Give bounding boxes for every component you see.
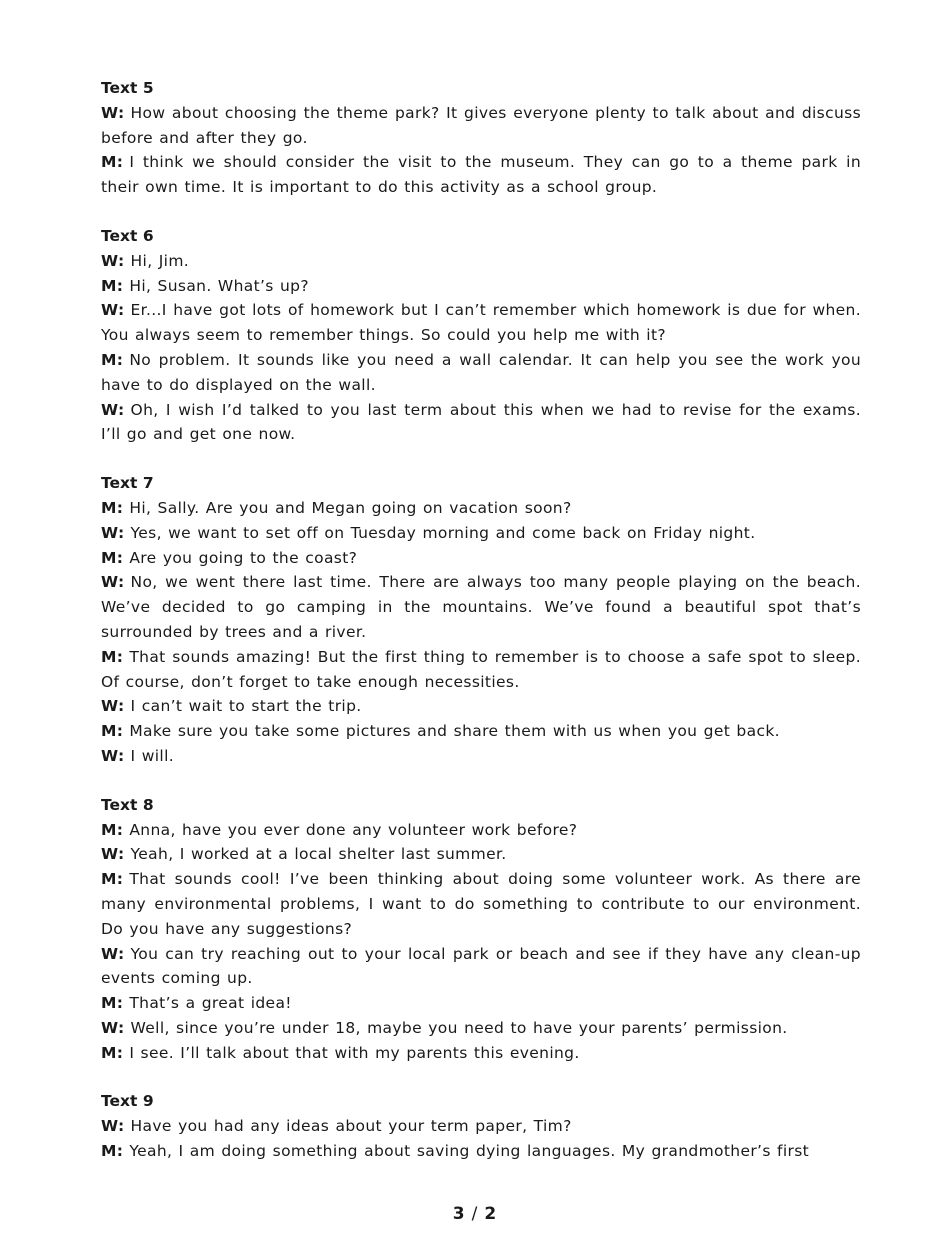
section-text-7	[101, 471, 861, 769]
dialogue-text: Er...I have got lots of homework but I can’t remember which homework is due for when. You always seem to remember things. So could you help me with it?	[101, 301, 861, 345]
dialogue-line	[101, 101, 861, 151]
speaker-label: W:	[101, 697, 125, 716]
dialogue-text: Hi, Susan. What’s up?	[129, 276, 309, 295]
dialogue-line	[101, 1114, 861, 1139]
speaker-label: W:	[101, 573, 125, 592]
speaker-label: M:	[101, 994, 124, 1013]
dialogue-text: Yes, we want to set off on Tuesday morning and come back on Friday night.	[130, 523, 756, 542]
dialogue-line	[101, 150, 861, 200]
document-page	[101, 76, 861, 1188]
speaker-label: W:	[101, 746, 125, 765]
dialogue-text: Oh, I wish I’d talked to you last term about this when we had to revise for the exams. I’ll go and get one now.	[101, 400, 861, 444]
dialogue-text: You can try reaching out to your local park or beach and see if they have any clean-up events coming up.	[101, 944, 861, 988]
speaker-label: W:	[101, 1117, 125, 1136]
page-total: 2	[484, 1204, 498, 1224]
speaker-label: M:	[101, 498, 124, 517]
dialogue-text: Are you going to the coast?	[129, 548, 358, 567]
dialogue-line	[101, 249, 861, 274]
dialogue-text: I see. I’ll talk about that with my parents this evening.	[129, 1043, 580, 1062]
speaker-label: W:	[101, 301, 125, 320]
speaker-label: W:	[101, 944, 125, 963]
dialogue-line	[101, 1016, 861, 1041]
dialogue-line	[101, 348, 861, 398]
dialogue-line	[101, 274, 861, 299]
dialogue-line	[101, 1139, 861, 1164]
dialogue-line	[101, 744, 861, 769]
section-text-6	[101, 224, 861, 447]
dialogue-line	[101, 991, 861, 1016]
section-text-8	[101, 793, 861, 1066]
dialogue-text: Make sure you take some pictures and share them with us when you get back.	[129, 722, 780, 741]
section-title: Text 5	[101, 79, 154, 97]
section-title: Text 9	[101, 1092, 154, 1111]
speaker-label: M:	[101, 548, 124, 567]
speaker-label: W:	[101, 845, 125, 864]
speaker-label: M:	[101, 820, 124, 839]
dialogue-text: I will.	[130, 746, 175, 765]
section-title: Text 6	[101, 226, 154, 245]
page-number	[0, 1204, 950, 1224]
section-text-5	[101, 76, 861, 200]
speaker-label: W:	[101, 251, 125, 270]
speaker-label: W:	[101, 523, 125, 542]
dialogue-text: No, we went there last time. There are always too many people playing on the beach. We’ve decided to go camping in the mountains. We’ve found a beautiful spot that’s surrounded by trees and a river.	[101, 573, 861, 641]
section-title: Text 7	[101, 474, 154, 493]
dialogue-line	[101, 694, 861, 719]
speaker-label: W:	[101, 103, 125, 122]
dialogue-line	[101, 645, 861, 695]
dialogue-line	[101, 1041, 861, 1066]
dialogue-line	[101, 496, 861, 521]
dialogue-text: I can’t wait to start the trip.	[130, 697, 362, 716]
section-text-9	[101, 1089, 861, 1163]
dialogue-text: Well, since you’re under 18, maybe you need to have your parents’ permission.	[130, 1018, 788, 1037]
dialogue-text: I think we should consider the visit to the museum. They can go to a theme park in their own time. It is important to do this activity as a school group.	[101, 153, 861, 197]
dialogue-text: Have you had any ideas about your term paper, Tim?	[130, 1117, 572, 1136]
dialogue-text: Hi, Jim.	[130, 251, 190, 270]
speaker-label: M:	[101, 276, 124, 295]
speaker-label: M:	[101, 1142, 124, 1161]
dialogue-text: Hi, Sally. Are you and Megan going on vacation soon?	[129, 498, 572, 517]
dialogue-line	[101, 546, 861, 571]
dialogue-line	[101, 570, 861, 644]
speaker-label: M:	[101, 153, 124, 172]
speaker-label: M:	[101, 350, 124, 369]
speaker-label: W:	[101, 1018, 125, 1037]
dialogue-text: That sounds cool! I’ve been thinking about doing some volunteer work. As there are many environmental problems, I want to do something to contribute to our environment. Do you have any suggestions?	[101, 870, 861, 938]
page-current: 3	[452, 1204, 466, 1224]
dialogue-text: That’s a great idea!	[129, 994, 292, 1013]
speaker-label: M:	[101, 1043, 124, 1062]
dialogue-text: That sounds amazing! But the first thing to remember is to choose a safe spot to sleep. Of course, don’t forget to take enough necessities.	[101, 647, 861, 691]
speaker-label: W:	[101, 400, 125, 419]
dialogue-line	[101, 842, 861, 867]
dialogue-line	[101, 521, 861, 546]
dialogue-text: Anna, have you ever done any volunteer work before?	[129, 820, 578, 839]
dialogue-line	[101, 942, 861, 992]
speaker-label: M:	[101, 647, 124, 666]
dialogue-line	[101, 398, 861, 448]
speaker-label: M:	[101, 870, 124, 889]
dialogue-text: No problem. It sounds like you need a wall calendar. It can help you see the work you have to do displayed on the wall.	[101, 350, 861, 394]
section-title: Text 8	[101, 795, 154, 814]
dialogue-text: How about choosing the theme park? It gives everyone plenty to talk about and discuss before and after they go.	[101, 103, 861, 147]
dialogue-line	[101, 719, 861, 744]
dialogue-line	[101, 298, 861, 348]
dialogue-line	[101, 867, 861, 941]
speaker-label: M:	[101, 722, 124, 741]
page-separator: /	[471, 1204, 479, 1224]
dialogue-line	[101, 818, 861, 843]
dialogue-text: Yeah, I am doing something about saving dying languages. My grandmother’s first	[129, 1142, 810, 1161]
dialogue-text: Yeah, I worked at a local shelter last summer.	[130, 845, 507, 864]
